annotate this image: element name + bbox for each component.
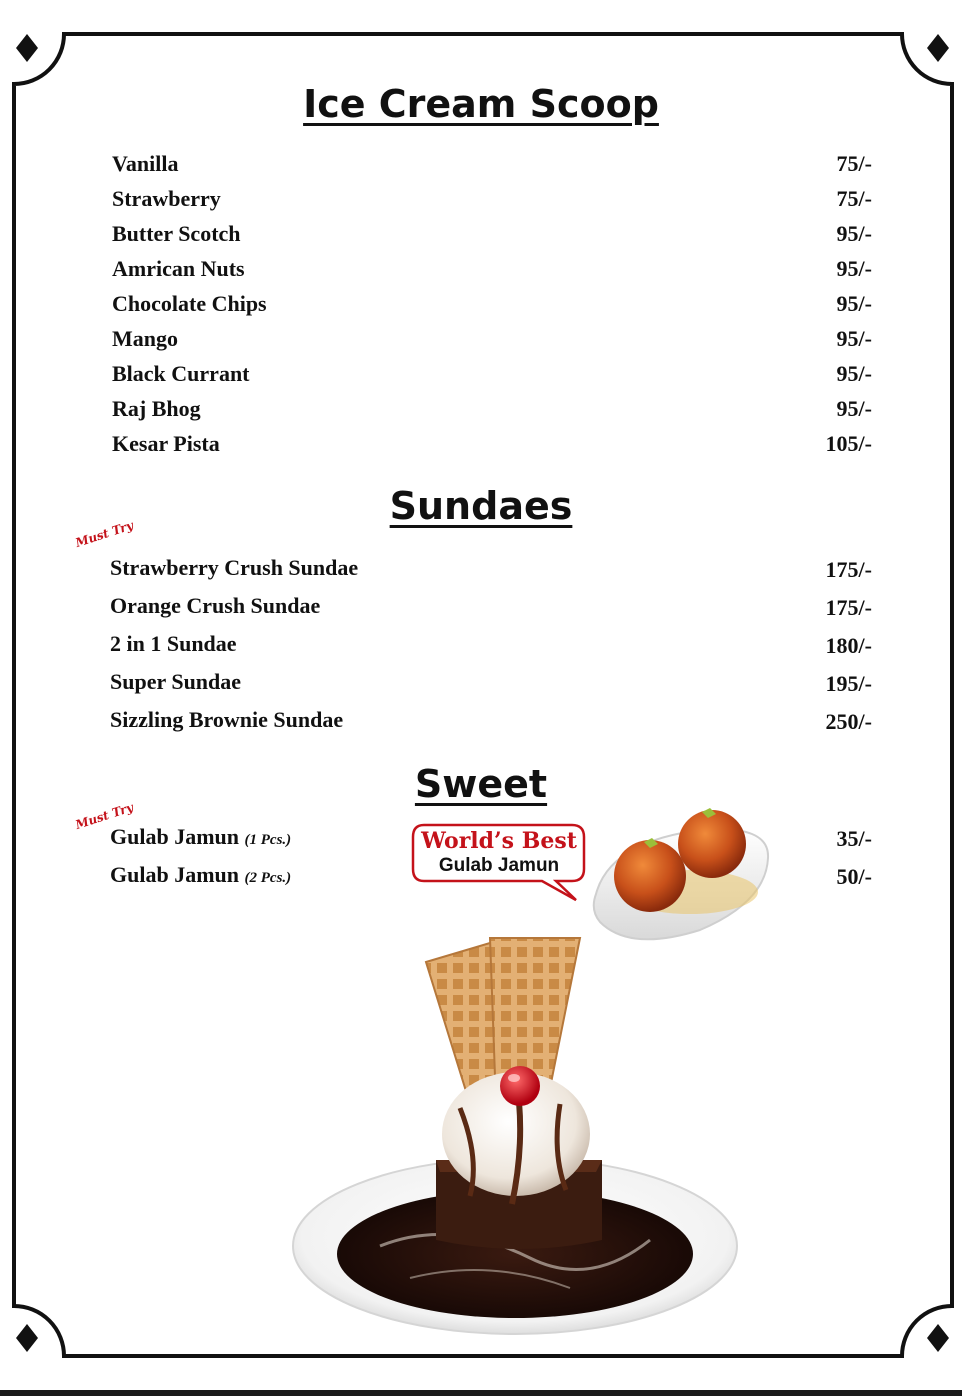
- item-note: (2 Pcs.): [244, 870, 292, 886]
- item-price: 105/-: [825, 431, 872, 456]
- item-price: 95/-: [836, 326, 872, 351]
- menu-item: [112, 186, 872, 220]
- item-name: [110, 862, 291, 888]
- section-title-sundaes: Sundaes: [389, 484, 573, 528]
- badge-line2: Gulab Jamun: [438, 855, 560, 876]
- diamond-ornament-icon: [16, 34, 38, 62]
- menu-item: [112, 396, 872, 430]
- menu-item: [112, 593, 872, 627]
- diamond-ornament-icon: [16, 1324, 38, 1352]
- item-name: Raj Bhog: [112, 396, 201, 421]
- item-name: [110, 824, 291, 850]
- menu-item: [112, 256, 872, 290]
- menu-item: [112, 361, 872, 395]
- item-price: 75/-: [836, 151, 872, 176]
- menu-item: [112, 631, 872, 665]
- item-name: Vanilla: [112, 151, 179, 176]
- must-try-tag: Must Try: [73, 800, 135, 832]
- gulab-jamun-bowl-image: [590, 802, 775, 944]
- item-price: 50/-: [836, 864, 872, 889]
- item-name: Mango: [112, 326, 178, 351]
- item-name: 2 in 1 Sundae: [110, 631, 237, 656]
- item-name: Strawberry Crush Sundae: [110, 555, 359, 580]
- menu-item: [112, 151, 872, 185]
- item-price: 180/-: [825, 633, 872, 658]
- item-name: Butter Scotch: [112, 221, 241, 246]
- menu-item: [112, 221, 872, 255]
- badge-line1: World’s Best: [421, 828, 577, 854]
- item-price: 195/-: [825, 671, 872, 696]
- item-price: 95/-: [836, 256, 872, 281]
- item-name: Chocolate Chips: [112, 291, 267, 316]
- item-price: 95/-: [836, 361, 872, 386]
- item-name-text: Gulab Jamun: [110, 824, 239, 849]
- menu-item: [112, 326, 872, 360]
- item-name: Super Sundae: [110, 669, 242, 694]
- diamond-ornament-icon: [927, 34, 949, 62]
- menu-item: [112, 555, 872, 589]
- menu-item: [112, 431, 872, 465]
- item-price: 175/-: [825, 557, 872, 582]
- item-name: Orange Crush Sundae: [110, 593, 321, 618]
- section-title-ice-cream: Ice Cream Scoop: [303, 82, 659, 126]
- item-price: 35/-: [836, 826, 872, 851]
- item-price: 250/-: [825, 709, 872, 734]
- menu-item: [112, 669, 872, 703]
- item-name: Sizzling Brownie Sundae: [110, 707, 344, 732]
- item-price: 95/-: [836, 291, 872, 316]
- item-name: Amrican Nuts: [112, 256, 245, 281]
- brownie-sundae-image: [290, 928, 745, 1336]
- section-title-sweet: Sweet: [414, 762, 548, 806]
- menu-item: [112, 291, 872, 325]
- item-price: 95/-: [836, 396, 872, 421]
- must-try-tag: Must Try: [73, 518, 135, 550]
- item-name-text: Gulab Jamun: [110, 862, 239, 887]
- item-note: (1 Pcs.): [244, 832, 292, 848]
- item-name: Black Currant: [112, 361, 250, 386]
- item-price: 75/-: [836, 186, 872, 211]
- item-name: Strawberry: [112, 186, 221, 211]
- item-price: 175/-: [825, 595, 872, 620]
- item-price: 95/-: [836, 221, 872, 246]
- menu-item: [112, 707, 872, 741]
- worlds-best-badge: [414, 825, 584, 881]
- item-name: Kesar Pista: [112, 431, 220, 456]
- diamond-ornament-icon: [927, 1324, 949, 1352]
